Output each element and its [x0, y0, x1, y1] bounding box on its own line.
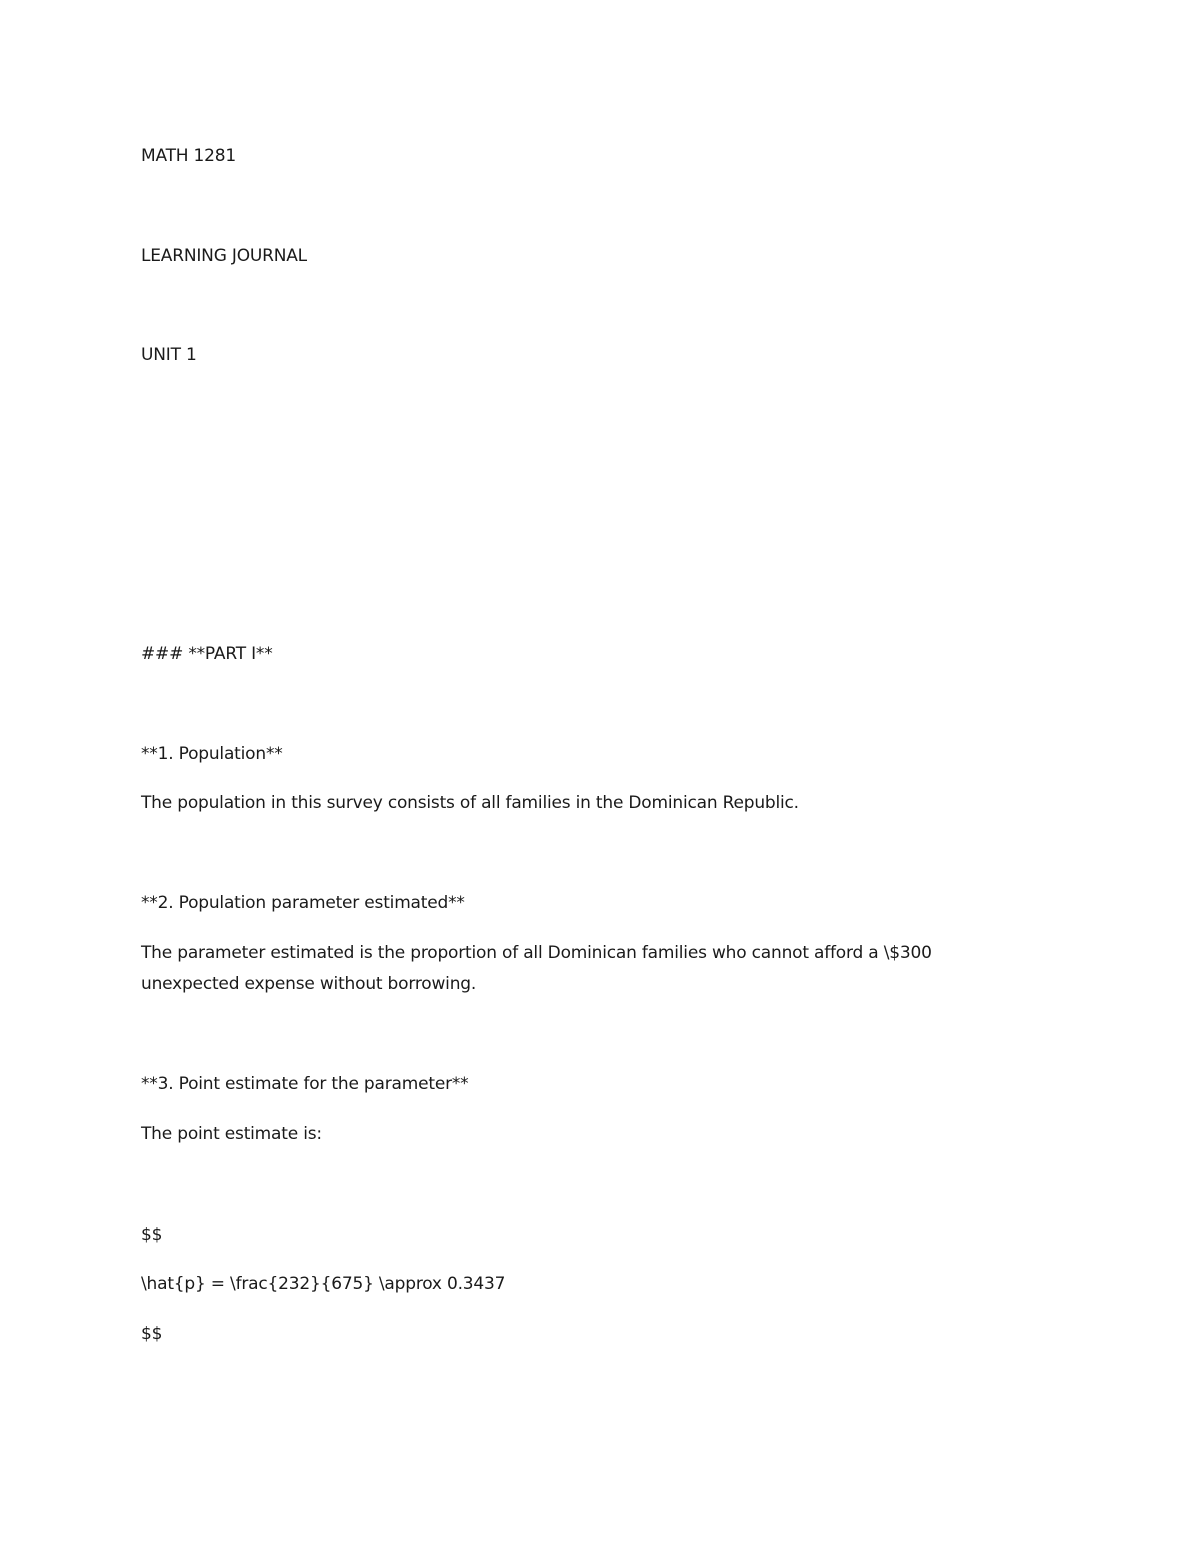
document-type: LEARNING JOURNAL [141, 246, 307, 266]
math-block-open: $$ [141, 1225, 163, 1245]
question-2-heading: **2. Population parameter estimated** [141, 893, 465, 913]
question-1-heading: **1. Population** [141, 744, 283, 764]
question-3-intro: The point estimate is: [141, 1124, 322, 1144]
unit-label: UNIT 1 [141, 345, 197, 365]
point-estimate-formula: \hat{p} = \frac{232}{675} \approx 0.3437 [141, 1274, 506, 1294]
course-code: MATH 1281 [141, 146, 237, 166]
math-block-close: $$ [141, 1324, 163, 1344]
question-1-answer: The population in this survey consists of all families in the Dominican Republic. [141, 793, 799, 813]
part-heading: ### **PART I** [141, 644, 273, 664]
question-2-answer-line-2: unexpected expense without borrowing. [141, 974, 477, 994]
question-2-answer-line-1: The parameter estimated is the proportion of all Dominican families who cannot afford a \$300 [141, 943, 932, 963]
question-3-heading: **3. Point estimate for the parameter** [141, 1074, 469, 1094]
